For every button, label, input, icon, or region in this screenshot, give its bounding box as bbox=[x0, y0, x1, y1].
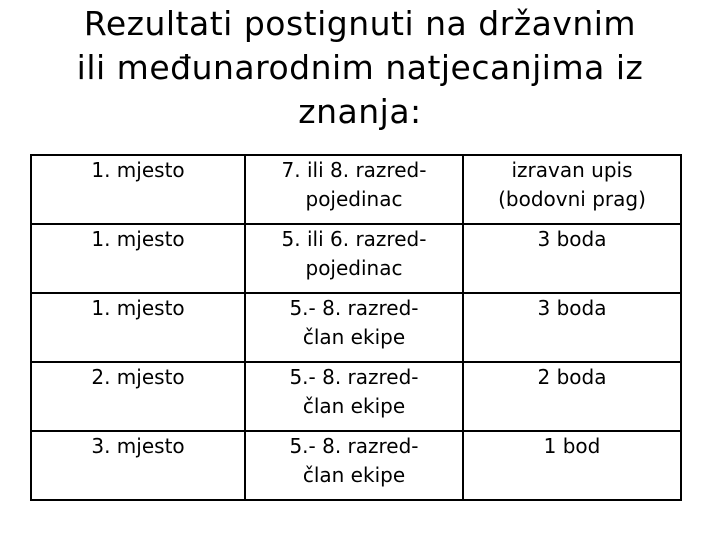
points-cell bbox=[463, 155, 681, 224]
table-row bbox=[31, 293, 681, 362]
table-row bbox=[31, 431, 681, 500]
points-cell bbox=[463, 431, 681, 500]
category-cell bbox=[245, 362, 463, 431]
place-cell bbox=[31, 224, 245, 293]
category-line-2: pojedinac bbox=[305, 256, 403, 280]
category-line-1: 5.- 8. razred- bbox=[289, 365, 419, 389]
category-line-2: član ekipe bbox=[302, 325, 406, 349]
place-cell bbox=[31, 431, 245, 500]
points-line-1: 2 boda bbox=[537, 365, 607, 389]
slide-title-line-1: Rezultati postignuti na državnim bbox=[83, 4, 637, 43]
place-text: 1. mjesto bbox=[91, 227, 185, 251]
slide-title-line-2: ili međunarodnim natjecanjima iz bbox=[76, 48, 644, 87]
points-line-1: 3 boda bbox=[537, 296, 607, 320]
category-cell bbox=[245, 431, 463, 500]
category-line-1: 7. ili 8. razred- bbox=[281, 158, 427, 182]
table-row bbox=[31, 362, 681, 431]
category-line-1: 5.- 8. razred- bbox=[289, 434, 419, 458]
place-text: 1. mjesto bbox=[91, 296, 185, 320]
results-table bbox=[30, 154, 682, 501]
points-cell bbox=[463, 224, 681, 293]
slide-title bbox=[20, 2, 700, 134]
place-text: 3. mjesto bbox=[91, 434, 185, 458]
category-line-2: pojedinac bbox=[305, 187, 403, 211]
points-cell bbox=[463, 293, 681, 362]
place-cell bbox=[31, 293, 245, 362]
table-row bbox=[31, 155, 681, 224]
points-line-1: izravan upis bbox=[511, 158, 633, 182]
points-cell bbox=[463, 362, 681, 431]
category-line-2: član ekipe bbox=[302, 463, 406, 487]
points-line-1: 3 boda bbox=[537, 227, 607, 251]
points-line-1: 1 bod bbox=[543, 434, 601, 458]
place-text: 1. mjesto bbox=[91, 158, 185, 182]
category-line-1: 5.- 8. razred- bbox=[289, 296, 419, 320]
table-row bbox=[31, 224, 681, 293]
category-cell bbox=[245, 224, 463, 293]
category-line-1: 5. ili 6. razred- bbox=[281, 227, 427, 251]
points-line-2: (bodovni prag) bbox=[498, 187, 646, 211]
place-text: 2. mjesto bbox=[91, 365, 185, 389]
place-cell bbox=[31, 155, 245, 224]
category-line-2: član ekipe bbox=[302, 394, 406, 418]
slide-title-line-3: znanja: bbox=[298, 92, 422, 131]
place-cell bbox=[31, 362, 245, 431]
category-cell bbox=[245, 293, 463, 362]
category-cell bbox=[245, 155, 463, 224]
